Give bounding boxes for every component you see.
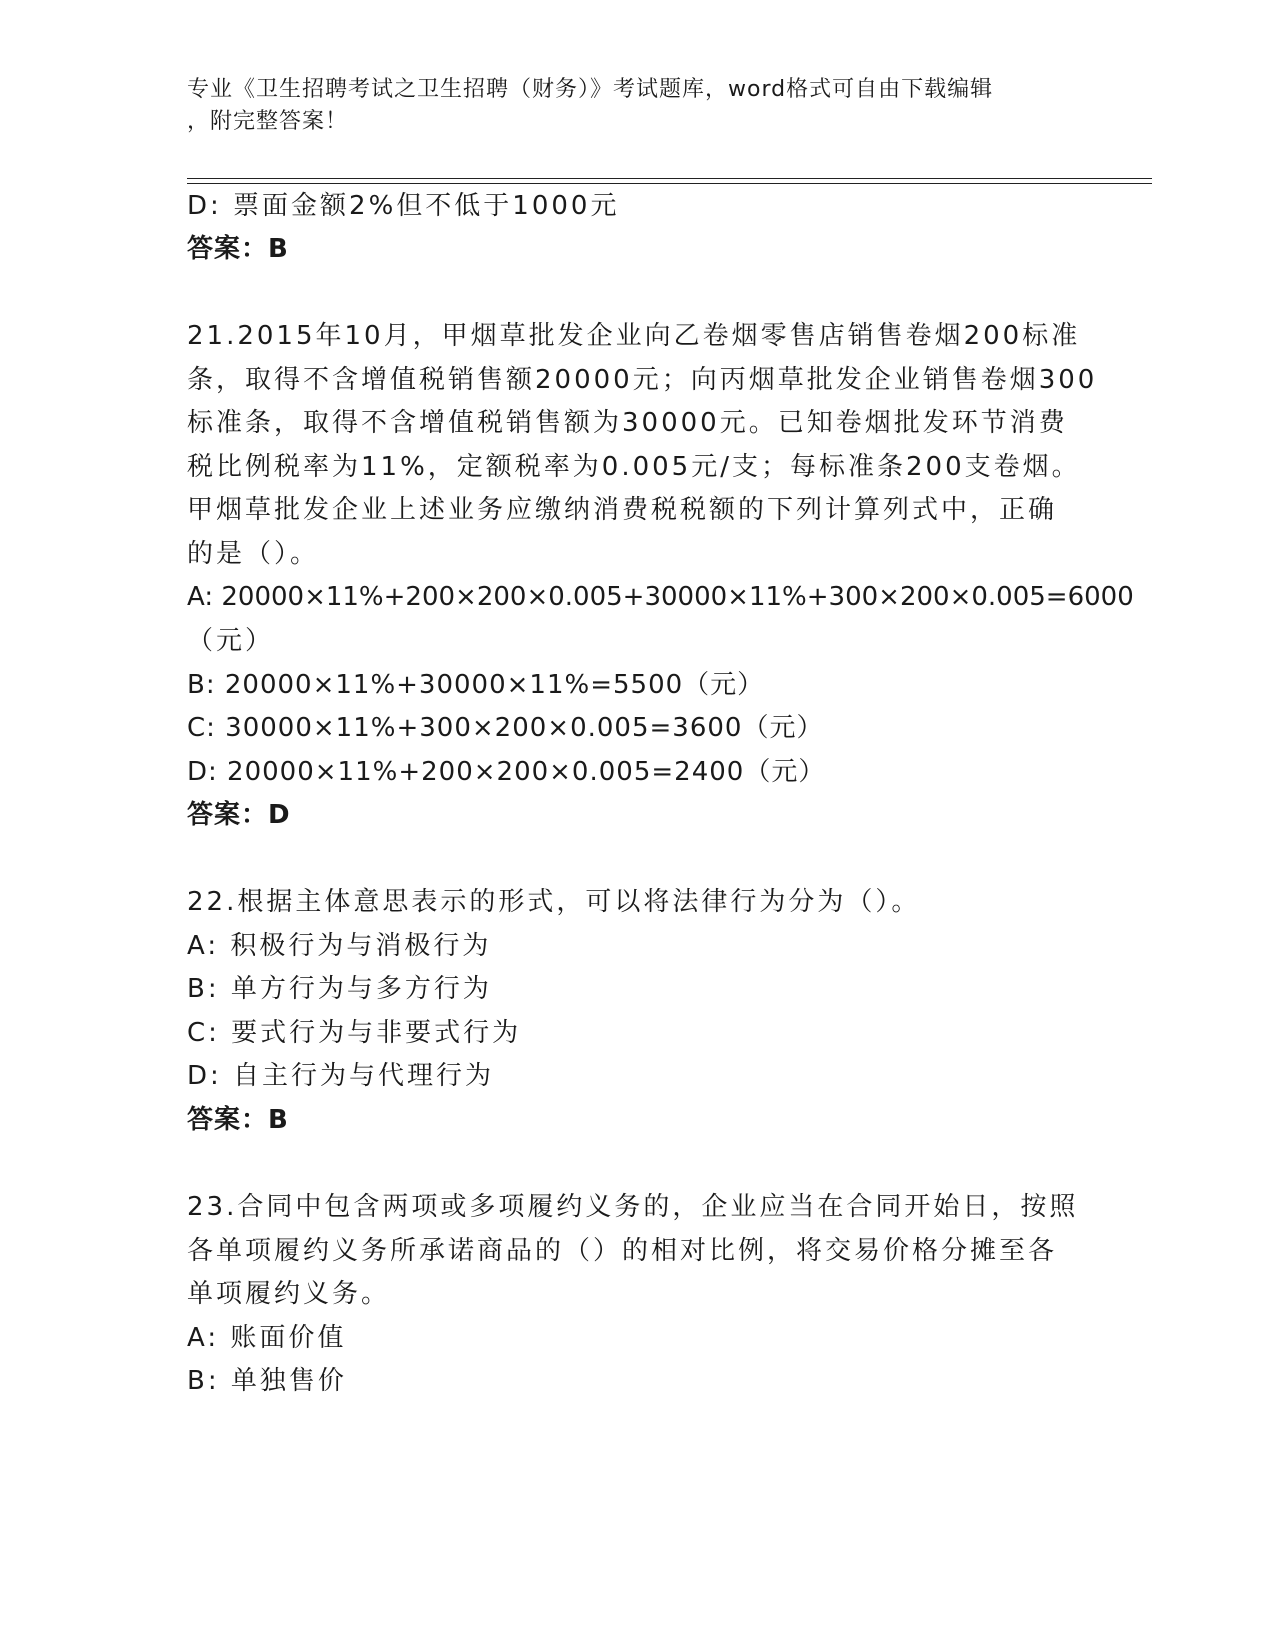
document-header <box>187 74 1087 138</box>
q23-option-b: B: 单独售价 <box>187 1366 347 1396</box>
header-title-line-1: 专业《卫生招聘考试之卫生招聘（财务）》考试题库，word格式可自由下载编辑 <box>187 77 994 102</box>
q22-stem: 22.根据主体意思表示的形式，可以将法律行为分为（）。 <box>187 887 921 917</box>
q20-answer: 答案：B <box>187 234 289 264</box>
header-divider-bottom <box>187 183 1152 184</box>
q22-option-b: B: 单方行为与多方行为 <box>187 974 492 1004</box>
q21-answer: 答案：D <box>187 800 291 830</box>
q23-stem-line-1: 23.合同中包含两项或多项履约义务的，企业应当在合同开始日，按照 <box>187 1192 1079 1222</box>
q21-stem-line-4: 税比例税率为11%，定额税率为0.005元/支；每标准条200支卷烟。 <box>187 452 1081 482</box>
header-title-line-2: ，附完整答案！ <box>187 109 349 134</box>
q22-option-a: A: 积极行为与消极行为 <box>187 931 492 961</box>
q21-stem-line-3: 标准条，取得不含增值税销售额为30000元。已知卷烟批发环节消费 <box>187 408 1068 438</box>
header-divider-top <box>187 178 1152 179</box>
q23-stem-line-2: 各单项履约义务所承诺商品的（）的相对比例，将交易价格分摊至各 <box>187 1236 1058 1266</box>
q21-stem-line-6: 的是（）。 <box>187 539 320 569</box>
q21-stem-line-2: 条，取得不含增值税销售额20000元；向丙烟草批发企业销售卷烟300 <box>187 365 1098 395</box>
q21-option-d: D: 20000×11%+200×200×0.005=2400（元） <box>187 757 826 787</box>
q23-stem-line-3: 单项履约义务。 <box>187 1279 391 1309</box>
q23-option-a: A: 账面价值 <box>187 1323 347 1353</box>
q22-option-c: C: 要式行为与非要式行为 <box>187 1018 522 1048</box>
q20-option-d: D: 票面金额2%但不低于1000元 <box>187 191 620 221</box>
q22-option-d: D: 自主行为与代理行为 <box>187 1061 495 1091</box>
q21-option-a-continued: （元） <box>187 626 275 656</box>
q21-option-a: A: 20000×11%+200×200×0.005+30000×11%+300×200×0.005=6000 <box>187 582 1134 612</box>
q21-option-c: C: 30000×11%+300×200×0.005=3600（元） <box>187 713 824 743</box>
q22-answer: 答案：B <box>187 1105 289 1135</box>
q21-stem-line-1: 21.2015年10月，甲烟草批发企业向乙卷烟零售店销售卷烟200标准 <box>187 321 1081 351</box>
q21-option-b: B: 20000×11%+30000×11%=5500（元） <box>187 670 765 700</box>
q21-stem-line-5: 甲烟草批发企业上述业务应缴纳消费税税额的下列计算列式中，正确 <box>187 495 1058 525</box>
